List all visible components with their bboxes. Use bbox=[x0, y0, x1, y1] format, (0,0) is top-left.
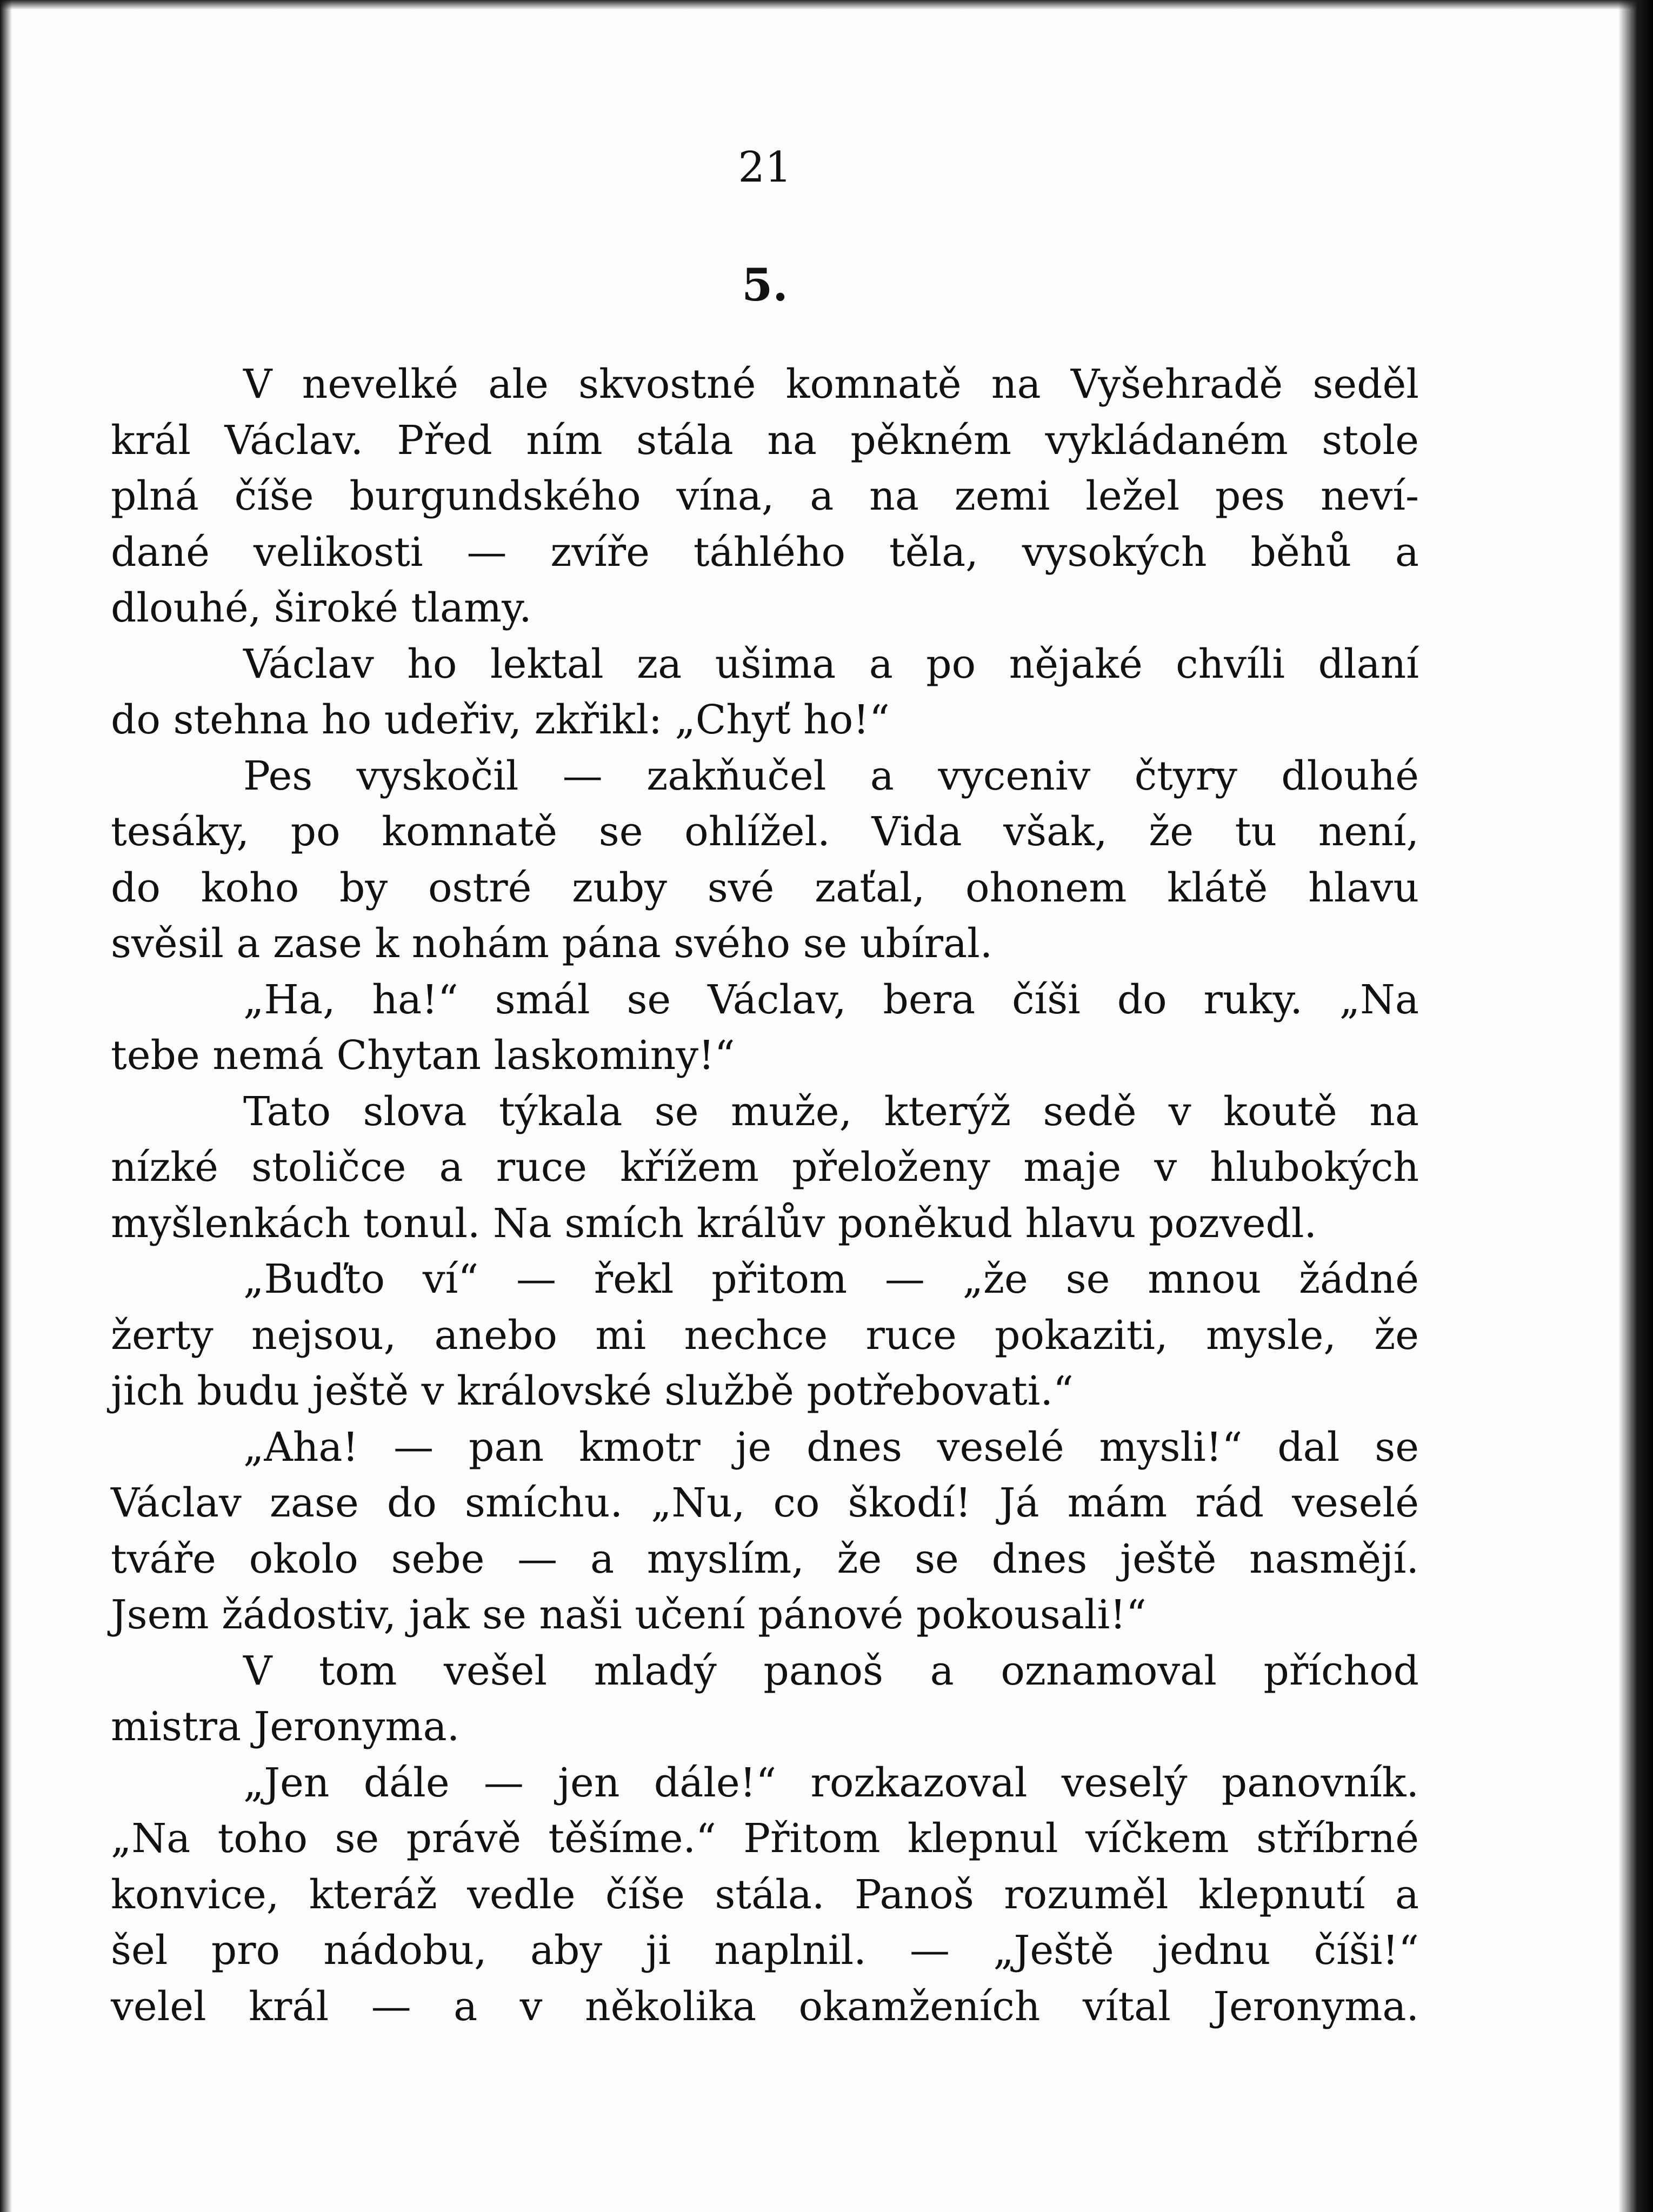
text-line: konvice, kteráž vedle číše stála. Panoš rozuměl klepnutí a bbox=[111, 1871, 1419, 1918]
text-line: „Ha, ha!“ smál se Václav, bera číši do ruky. „Na bbox=[243, 976, 1419, 1023]
text-line: do koho by ostré zuby své zaťal, ohonem klátě hlavu bbox=[111, 864, 1419, 911]
text-line: Tato slova týkala se muže, kterýž sedě v koutě na bbox=[243, 1088, 1419, 1135]
text-line: svěsil a zase k nohám pána svého se ubíral. bbox=[111, 920, 993, 967]
text-line: tváře okolo sebe — a myslím, že se dnes ještě nasmějí. bbox=[111, 1535, 1419, 1582]
text-line: nízké stoličce a ruce křížem přeloženy maje v hlubokých bbox=[111, 1144, 1419, 1191]
scan-edge-left bbox=[0, 0, 12, 2212]
text-line: myšlenkách tonul. Na smích králův poněkud hlavu pozvedl. bbox=[111, 1200, 1317, 1247]
text-line: dlouhé, široké tlamy. bbox=[111, 585, 532, 631]
text-line: „Jen dále — jen dále!“ rozkazoval veselý panovník. bbox=[243, 1759, 1419, 1806]
text-line: V tom vešel mladý panoš a oznamoval příchod bbox=[243, 1647, 1419, 1694]
text-line: Václav ho lektal za ušima a po nějaké chvíli dlaní bbox=[243, 640, 1419, 687]
text-line: „Buďto ví“ — řekl přitom — „že se mnou žádné bbox=[243, 1256, 1419, 1302]
text-line: šel pro nádobu, aby ji naplnil. — „Ještě jednu číši!“ bbox=[111, 1927, 1419, 1974]
text-line: Jsem žádostiv, jak se naši učení pánové pokousali!“ bbox=[111, 1592, 1147, 1638]
body-text bbox=[111, 357, 1419, 2035]
text-line: tesáky, po komnatě se ohlížel. Vida však, že tu není, bbox=[111, 808, 1419, 855]
chapter-number: 5. bbox=[742, 259, 788, 311]
text-line: plná číše burgundského vína, a na zemi ležel pes neví- bbox=[111, 473, 1419, 519]
text-line: tebe nemá Chytan laskominy!“ bbox=[111, 1032, 735, 1079]
text-line: král Václav. Před ním stála na pěkném vykládaném stole bbox=[111, 417, 1419, 464]
text-line: jich budu ještě v královské službě potřebovati.“ bbox=[111, 1368, 1074, 1414]
text-line: dané velikosti — zvíře táhlého těla, vysokých běhů a bbox=[111, 529, 1419, 576]
text-line: V nevelké ale skvostné komnatě na Vyšehradě seděl bbox=[243, 361, 1419, 407]
text-line: Václav zase do smíchu. „Nu, co škodí! Já mám rád veselé bbox=[111, 1480, 1419, 1526]
text-line: mistra Jeronyma. bbox=[111, 1703, 460, 1750]
text-line: „Na toho se právě těšíme.“ Přitom klepnul víčkem stříbrné bbox=[111, 1815, 1419, 1862]
text-line: Pes vyskočil — zakňučel a vyceniv čtyry dlouhé bbox=[243, 752, 1419, 799]
scan-edge-top bbox=[0, 0, 1653, 10]
scan-edge-right bbox=[1618, 0, 1653, 2212]
text-line: velel král — a v několika okamženích vítal Jeronyma. bbox=[111, 1983, 1419, 2030]
text-line: „Aha! — pan kmotr je dnes veselé mysli!“ dal se bbox=[243, 1424, 1419, 1471]
text-line: žerty nejsou, anebo mi nechce ruce pokaziti, mysle, že bbox=[111, 1312, 1419, 1359]
text-line: do stehna ho udeřiv, zkřikl: „Chyť ho!“ bbox=[111, 697, 890, 743]
page-number: 21 bbox=[738, 143, 792, 192]
